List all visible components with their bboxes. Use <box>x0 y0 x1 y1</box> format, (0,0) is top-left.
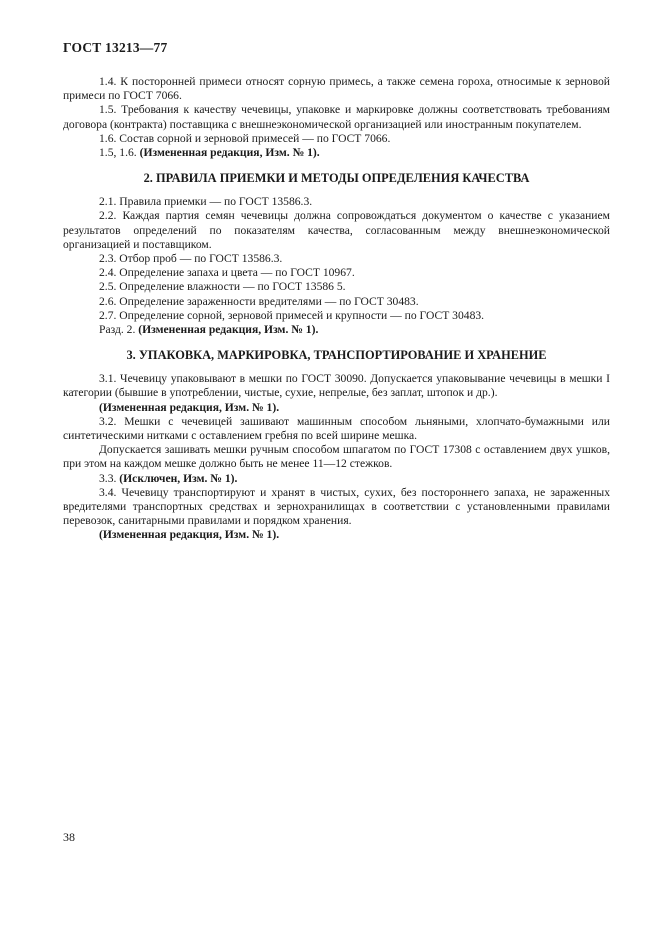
section-heading-2: 2. ПРАВИЛА ПРИЕМКИ И МЕТОДЫ ОПРЕДЕЛЕНИЯ КАЧЕСТВА <box>143 171 530 186</box>
paragraph-2-5: 2.5. Определение влажности — по ГОСТ 13586 5. <box>99 280 346 294</box>
paragraph-3-1: 3.1. Чечевицу упаковывают в мешки по ГОСТ 30090. Допускается упаковывание чечевицы в мешки I категории (бывшие в употреблении, чистые, сухие, непрелые, без заплат, штопок и др.). <box>63 372 610 400</box>
paragraph-3-4: 3.4. Чечевицу транспортируют и хранят в чистых, сухих, без постороннего запаха, не зараженных вредителями транспортных средствах и зернохранилищах в соответствии с установленными правилами перевозок, санитарными правилами и порядком хранения. <box>63 485 610 528</box>
amendment-text: (Измененная редакция, Изм. № 1). <box>99 528 280 542</box>
paragraph-3-2: 3.2. Мешки с чечевицей зашивают машинным способом льняными, хлопчато-бумажными или синтетическими нитками с оставлением гребня по всей ширине мешка. <box>63 414 610 443</box>
paragraph-1-4: 1.4. К посторонней примеси относят сорную примесь, а также семена гороха, относимые к зерновой примеси по ГОСТ 7066. <box>63 75 610 103</box>
amendment-text: (Измененная редакция, Изм. № 1). <box>99 400 280 414</box>
excluded-note: (Исключен, Изм. № 1). <box>119 471 238 485</box>
paragraph-1-5: 1.5. Требования к качеству чечевицы, упаковке и маркировке должны соответствовать требованиям договора (контракта) поставщика с внешнеэкономической организацией или иностранным покупателем. <box>63 103 610 131</box>
amendment-text: (Измененная редакция, Изм. № 1). <box>138 323 319 337</box>
paragraph-2-3: 2.3. Отбор проб — по ГОСТ 13586.3. <box>99 252 283 266</box>
paragraph-3-2-cont: Допускается зашивать мешки ручным способом шпагатом по ГОСТ 17308 с оставлением двух ушков, при этом на каждом мешке должно быть не менее 11—12 стежков. <box>63 443 610 471</box>
amendment-note-1 <box>63 146 610 160</box>
amendment-note-3-1 <box>63 401 610 415</box>
page-number: 38 <box>63 830 75 844</box>
paragraph-2-7: 2.7. Определение сорной, зерновой примесей и крупности — по ГОСТ 30483. <box>99 308 485 322</box>
amendment-note-3-4 <box>63 528 610 542</box>
section-heading-3: 3. УПАКОВКА, МАРКИРОВКА, ТРАНСПОРТИРОВАНИЕ И ХРАНЕНИЕ <box>126 348 547 363</box>
paragraph-2-6: 2.6. Определение зараженности вредителями — по ГОСТ 30483. <box>99 294 419 308</box>
paragraph-1-6: 1.6. Состав сорной и зерновой примесей — по ГОСТ 7066. <box>99 131 391 145</box>
paragraph-2-4: 2.4. Определение запаха и цвета — по ГОСТ 10967. <box>99 266 355 280</box>
document-body <box>63 75 610 543</box>
paragraph-3-3 <box>63 472 610 486</box>
paragraph-prefix: 3.3. <box>99 471 120 485</box>
amendment-prefix: 1.5, 1.6. <box>99 146 140 160</box>
amendment-text: (Измененная редакция, Изм. № 1). <box>139 146 320 160</box>
amendment-note-2 <box>63 323 610 337</box>
amendment-prefix: Разд. 2. <box>99 323 139 337</box>
document-header: ГОСТ 13213—77 <box>63 40 168 55</box>
paragraph-2-1: 2.1. Правила приемки — по ГОСТ 13586.3. <box>99 195 313 209</box>
paragraph-2-2: 2.2. Каждая партия семян чечевицы должна сопровождаться документом о качестве с указанием результатов определений по показателям качества, согласованным между внешнеэкономической организацией и поставщиком. <box>63 209 610 251</box>
